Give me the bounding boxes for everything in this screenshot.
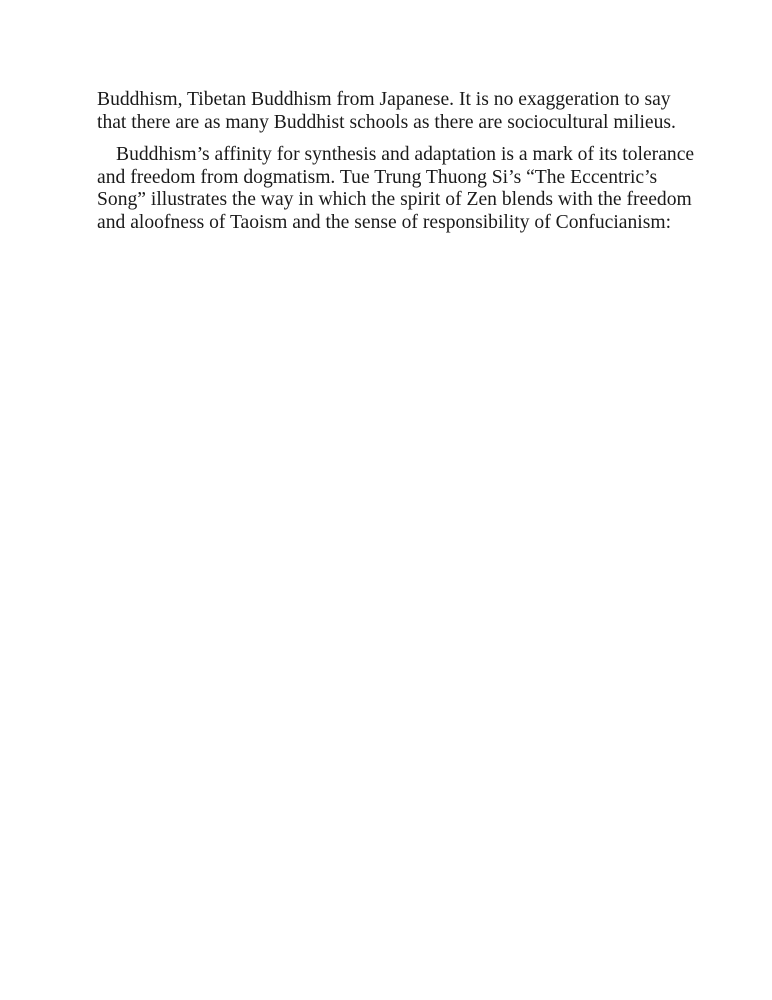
paragraph-2-line-3: Song” illustrates the way in which the spirit of Zen blends with the freedom (97, 189, 692, 210)
body-text (97, 89, 695, 234)
paragraph-1 (97, 89, 677, 134)
paragraph-2 (97, 144, 695, 234)
paragraph-2-line-1: Buddhism’s affinity for synthesis and adaptation is a mark of its tolerance (116, 144, 695, 165)
paragraph-2-line-2: and freedom from dogmatism. Tue Trung Thuong Si’s “The Eccentric’s (97, 166, 658, 188)
paragraph-spacer (97, 134, 677, 144)
paragraph-2-line-4: and aloofness of Taoism and the sense of responsibility of Confucianism: (97, 211, 672, 233)
paragraph-1-line-2: that there are as many Buddhist schools as there are sociocultural milieus. (97, 111, 676, 133)
paragraph-1-line-1: Buddhism, Tibetan Buddhism from Japanese. It is no exaggeration to say (97, 89, 671, 110)
